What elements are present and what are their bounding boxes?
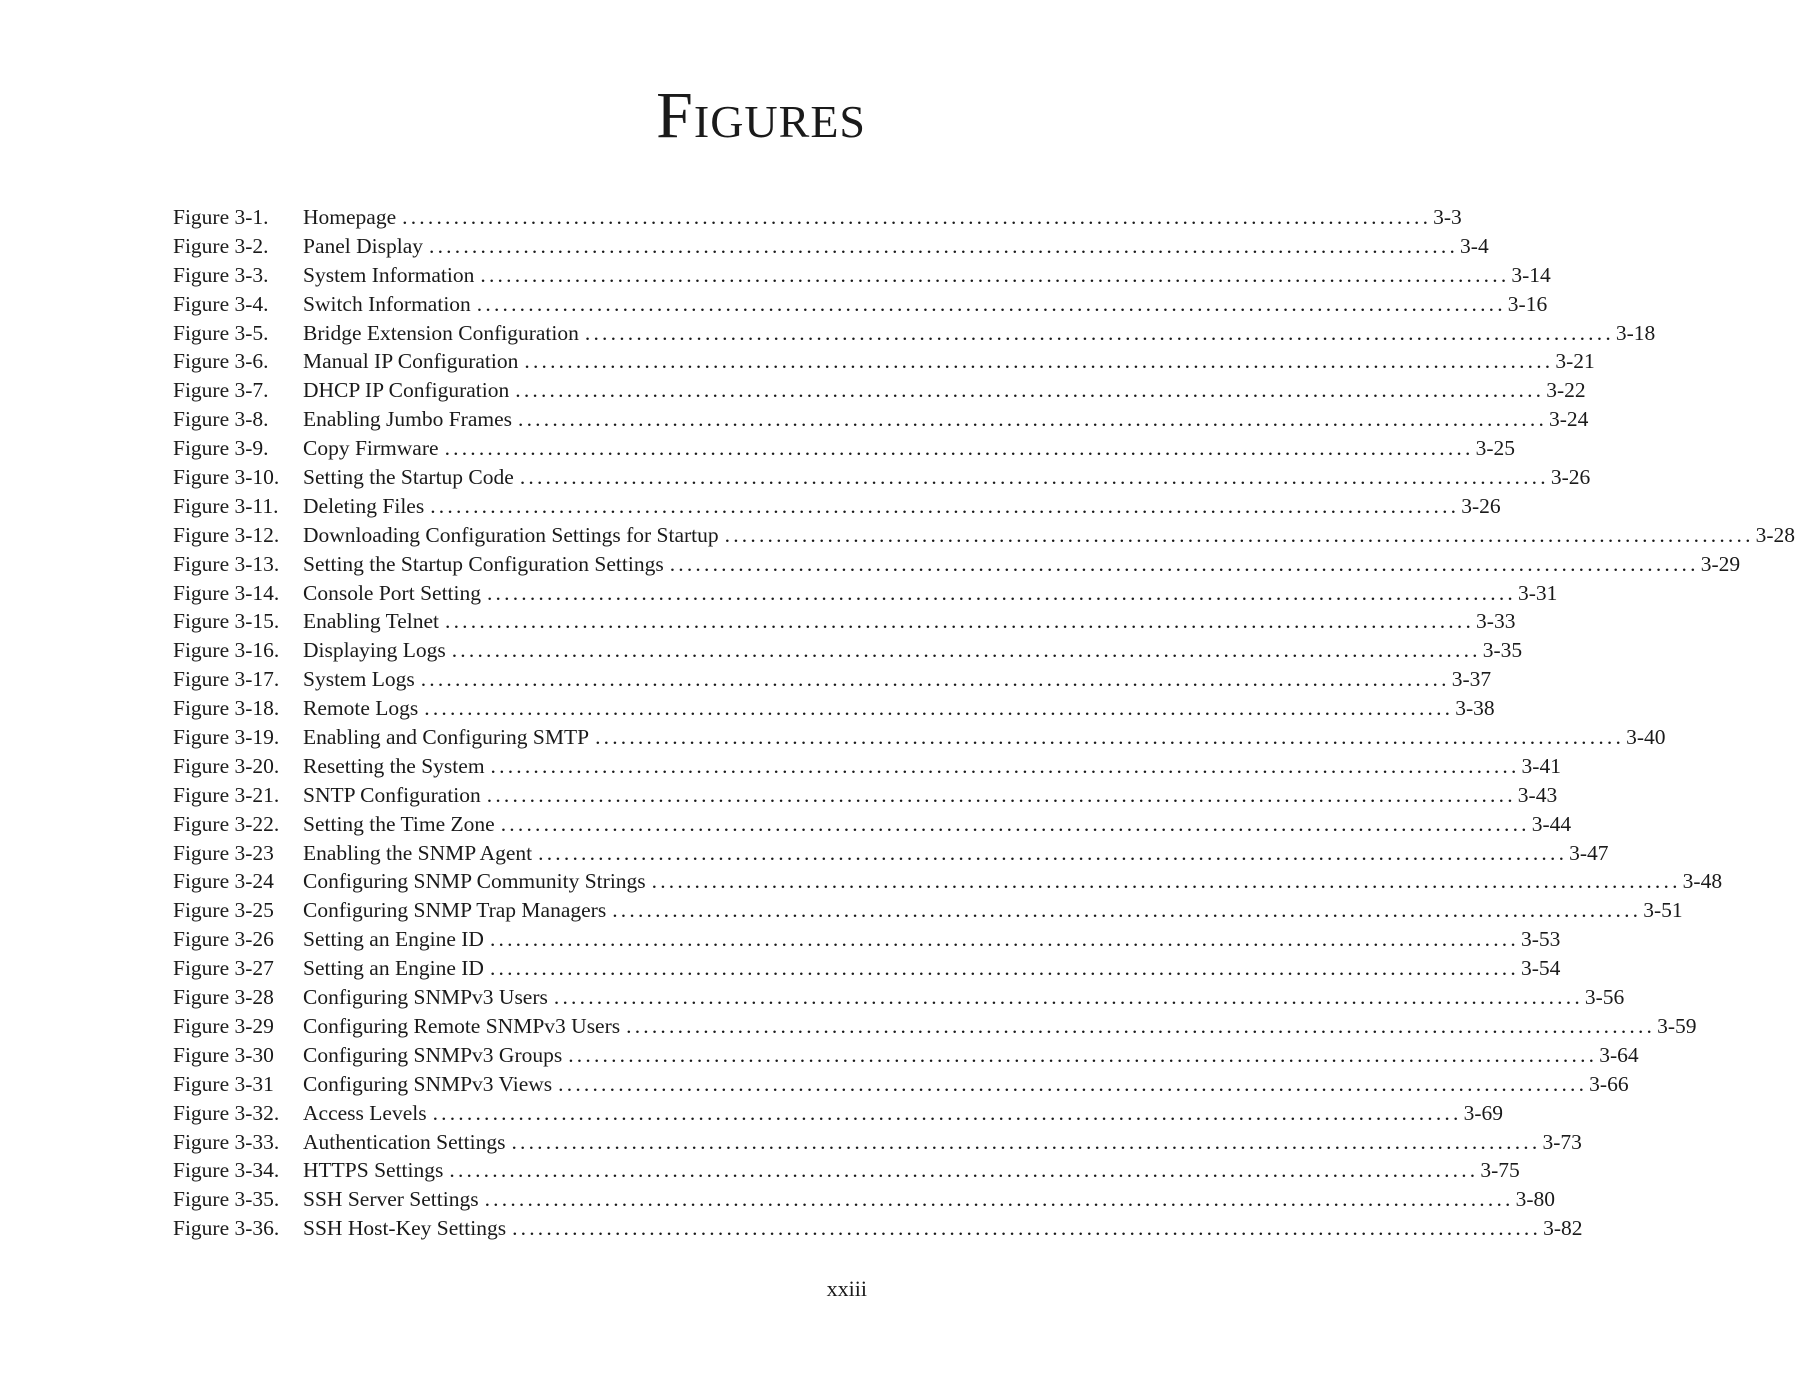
figure-number: Figure 3-1. bbox=[173, 205, 269, 229]
figure-entry[interactable] bbox=[173, 665, 1492, 694]
figure-number: Figure 3-10. bbox=[173, 465, 280, 490]
figure-entry-body bbox=[303, 1214, 1583, 1243]
figure-number: Figure 3-31 bbox=[173, 1071, 274, 1096]
dot-leader: ........................................................................................................................ bbox=[538, 840, 1568, 865]
dot-leader: ........................................................................................................................ bbox=[449, 1158, 1479, 1183]
dot-leader: ........................................................................................................................ bbox=[595, 725, 1625, 750]
figure-entry[interactable] bbox=[173, 607, 1516, 636]
figure-entry-body bbox=[303, 607, 1516, 636]
figure-entry-body bbox=[303, 810, 1572, 839]
figure-number: Figure 3-26 bbox=[173, 927, 274, 952]
figure-entry-body bbox=[303, 925, 1561, 954]
figure-page-reference: 3-40 bbox=[1626, 725, 1666, 750]
figure-title: SSH Host-Key Settings bbox=[303, 1216, 507, 1241]
figure-title: SNTP Configuration bbox=[303, 782, 481, 807]
figure-entry-body bbox=[303, 1012, 1697, 1041]
dot-leader: ........................................................................................................................ bbox=[445, 609, 1475, 634]
figure-entry-body bbox=[303, 867, 1723, 896]
figure-entry-body bbox=[303, 752, 1561, 781]
figure-page-reference: 3-22 bbox=[1546, 378, 1586, 403]
figure-list bbox=[173, 203, 1795, 1243]
figure-entry[interactable] bbox=[173, 810, 1572, 839]
figure-entry-body bbox=[303, 839, 1609, 868]
figure-title: Configuring SNMP Trap Managers bbox=[303, 898, 607, 923]
figure-page-reference: 3-26 bbox=[1461, 493, 1501, 518]
figure-number: Figure 3-9. bbox=[173, 436, 269, 461]
figure-entry[interactable] bbox=[173, 781, 1558, 810]
figure-page-reference: 3-25 bbox=[1475, 436, 1515, 461]
figure-entry[interactable] bbox=[173, 983, 1625, 1012]
figure-number: Figure 3-23 bbox=[173, 840, 274, 865]
dot-leader: ........................................................................................................................ bbox=[430, 493, 1460, 518]
figure-page-reference: 3-28 bbox=[1755, 522, 1795, 547]
figure-title: Enabling the SNMP Agent bbox=[303, 840, 533, 865]
figure-entry[interactable] bbox=[173, 867, 1723, 896]
figure-entry[interactable] bbox=[173, 203, 1462, 232]
figure-title: Downloading Configuration Settings for Startup bbox=[303, 522, 719, 547]
figure-entry-body bbox=[303, 1070, 1629, 1099]
figure-entry[interactable] bbox=[173, 290, 1548, 319]
figure-title: Remote Logs bbox=[303, 696, 419, 721]
figure-page-reference: 3-59 bbox=[1657, 1013, 1697, 1038]
dot-leader: ........................................................................................................................ bbox=[511, 1129, 1541, 1154]
figure-page-reference: 3-33 bbox=[1476, 609, 1516, 634]
figure-page-reference: 3-54 bbox=[1520, 956, 1561, 981]
figure-number: Figure 3-11. bbox=[173, 493, 279, 518]
figure-number: Figure 3-29 bbox=[173, 1013, 274, 1038]
figure-title: DHCP IP Configuration bbox=[303, 378, 510, 403]
figure-entry-body bbox=[303, 434, 1515, 463]
dot-leader: ........................................................................................................................ bbox=[612, 898, 1642, 923]
figure-title: Enabling and Configuring SMTP bbox=[303, 725, 590, 750]
figure-title: Setting an Engine ID bbox=[303, 927, 484, 952]
figure-page-reference: 3-64 bbox=[1599, 1042, 1639, 1067]
figure-title: System Information bbox=[303, 262, 475, 287]
figure-number: Figure 3-30 bbox=[173, 1042, 274, 1067]
dot-leader: ........................................................................................................................ bbox=[420, 667, 1450, 692]
figure-page-reference: 3-21 bbox=[1555, 349, 1595, 374]
figure-entry[interactable] bbox=[173, 434, 1515, 463]
figure-number: Figure 3-17. bbox=[173, 667, 280, 692]
figure-page-reference: 3-4 bbox=[1460, 233, 1489, 258]
figure-number: Figure 3-33. bbox=[173, 1129, 280, 1154]
figure-entry-body bbox=[303, 347, 1595, 376]
figure-page-reference: 3-41 bbox=[1521, 753, 1561, 778]
figure-title: Switch Information bbox=[303, 291, 471, 316]
figure-title: HTTPS Settings bbox=[303, 1158, 444, 1183]
figure-entry-body bbox=[303, 1128, 1582, 1157]
page-number: xxiii bbox=[826, 1276, 867, 1301]
figure-page-reference: 3-31 bbox=[1517, 580, 1558, 605]
figure-number: Figure 3-4. bbox=[173, 291, 269, 316]
figure-entry[interactable] bbox=[173, 1128, 1582, 1157]
figure-title: Displaying Logs bbox=[303, 638, 446, 663]
figure-number: Figure 3-18. bbox=[173, 696, 280, 721]
figure-title: Configuring SNMPv3 Groups bbox=[303, 1042, 563, 1067]
figure-title: Console Port Setting bbox=[303, 580, 481, 605]
figure-page-reference: 3-75 bbox=[1480, 1158, 1520, 1183]
figure-entry-body bbox=[303, 232, 1489, 261]
figure-number: Figure 3-12. bbox=[173, 522, 280, 547]
figure-number: Figure 3-16. bbox=[173, 638, 280, 663]
figure-title: Access Levels bbox=[303, 1100, 427, 1125]
figure-page-reference: 3-44 bbox=[1531, 811, 1572, 836]
figure-title: Configuring Remote SNMPv3 Users bbox=[303, 1013, 621, 1038]
figure-page-reference: 3-18 bbox=[1615, 320, 1656, 345]
figure-entry[interactable] bbox=[173, 896, 1683, 925]
figure-entry[interactable] bbox=[173, 1012, 1697, 1041]
figure-entry-body bbox=[303, 376, 1586, 405]
figure-entry-body bbox=[303, 405, 1589, 434]
figure-entry-body bbox=[303, 550, 1741, 579]
figure-page-reference: 3-69 bbox=[1463, 1100, 1503, 1125]
figure-page-reference: 3-47 bbox=[1569, 840, 1609, 865]
figure-number: Figure 3-20. bbox=[173, 753, 280, 778]
figure-entry[interactable] bbox=[173, 1099, 1503, 1128]
figure-entry[interactable] bbox=[173, 1185, 1556, 1214]
figure-title: System Logs bbox=[303, 667, 415, 692]
figure-entry-body bbox=[303, 319, 1656, 348]
figure-number: Figure 3-19. bbox=[173, 725, 280, 750]
figure-title: SSH Server Settings bbox=[303, 1187, 479, 1212]
dot-leader: ........................................................................................................................ bbox=[444, 436, 1474, 461]
dot-leader: ........................................................................................................................ bbox=[512, 1216, 1542, 1241]
figure-title: Authentication Settings bbox=[303, 1129, 506, 1154]
figure-number: Figure 3-32. bbox=[173, 1100, 280, 1125]
figure-title: Enabling Jumbo Frames bbox=[303, 407, 513, 432]
dot-leader: ........................................................................................................................ bbox=[429, 233, 1459, 258]
figure-number: Figure 3-13. bbox=[173, 551, 280, 576]
figure-title: Bridge Extension Configuration bbox=[303, 320, 579, 345]
figure-entry[interactable] bbox=[173, 723, 1666, 752]
figure-page-reference: 3-53 bbox=[1520, 927, 1561, 952]
dot-leader: ........................................................................................................................ bbox=[515, 378, 1545, 403]
figure-page-reference: 3-14 bbox=[1511, 262, 1551, 287]
figure-entry-body bbox=[303, 579, 1558, 608]
dot-leader: ........................................................................................................................ bbox=[626, 1013, 1656, 1038]
figure-entry[interactable] bbox=[173, 319, 1656, 348]
figure-number: Figure 3-6. bbox=[173, 349, 269, 374]
figure-number: Figure 3-24 bbox=[173, 869, 274, 894]
figure-title: Resetting the System bbox=[303, 753, 485, 778]
figure-entry[interactable] bbox=[173, 347, 1595, 376]
figure-number: Figure 3-35. bbox=[173, 1187, 280, 1212]
figure-number: Figure 3-8. bbox=[173, 407, 269, 432]
figure-title: Copy Firmware bbox=[303, 436, 439, 461]
dot-leader: ........................................................................................................................ bbox=[500, 811, 1530, 836]
figure-entry[interactable] bbox=[173, 405, 1589, 434]
dot-leader: ........................................................................................................................ bbox=[524, 349, 1554, 374]
dot-leader: ........................................................................................................................ bbox=[432, 1100, 1462, 1125]
dot-leader: ........................................................................................................................ bbox=[486, 782, 1516, 807]
figure-page-reference: 3-16 bbox=[1507, 291, 1548, 316]
dot-leader: ........................................................................................................................ bbox=[489, 956, 1519, 981]
figure-entry[interactable] bbox=[173, 1156, 1520, 1185]
figure-page-reference: 3-26 bbox=[1550, 465, 1591, 490]
figure-page-reference: 3-3 bbox=[1433, 205, 1462, 229]
figure-title: Setting the Startup Code bbox=[303, 465, 514, 490]
figure-number: Figure 3-28 bbox=[173, 985, 274, 1010]
figure-entry-body bbox=[303, 1099, 1503, 1128]
figure-entry-body bbox=[303, 665, 1492, 694]
dot-leader: ........................................................................................................................ bbox=[451, 638, 1481, 663]
figure-page-reference: 3-43 bbox=[1517, 782, 1558, 807]
figure-entry[interactable] bbox=[173, 463, 1591, 492]
figure-entry-body bbox=[303, 521, 1795, 550]
figure-number: Figure 3-3. bbox=[173, 262, 269, 287]
figure-title: Configuring SNMP Community Strings bbox=[303, 869, 646, 894]
figure-number: Figure 3-27 bbox=[173, 956, 274, 981]
figure-page-reference: 3-66 bbox=[1589, 1071, 1629, 1096]
dot-leader: ........................................................................................................................ bbox=[486, 580, 1516, 605]
figure-entry[interactable] bbox=[173, 839, 1609, 868]
figure-entry[interactable] bbox=[173, 752, 1561, 781]
figure-entry[interactable] bbox=[173, 1041, 1639, 1070]
dot-leader: ........................................................................................................................ bbox=[584, 320, 1614, 345]
figure-entry[interactable] bbox=[173, 954, 1561, 983]
dot-leader: ........................................................................................................................ bbox=[553, 985, 1583, 1010]
figure-entry-body bbox=[303, 261, 1551, 290]
figure-title: Enabling Telnet bbox=[303, 609, 440, 634]
figure-number: Figure 3-7. bbox=[173, 378, 269, 403]
figure-entry[interactable] bbox=[173, 579, 1558, 608]
figure-page-reference: 3-48 bbox=[1682, 869, 1723, 894]
figure-number: Figure 3-15. bbox=[173, 609, 280, 634]
figure-page-reference: 3-29 bbox=[1700, 551, 1741, 576]
figure-entry[interactable] bbox=[173, 550, 1741, 579]
figure-entry-body bbox=[303, 694, 1495, 723]
page-title: Figures bbox=[656, 79, 866, 152]
figure-entry[interactable] bbox=[173, 232, 1489, 261]
figure-entry[interactable] bbox=[173, 636, 1523, 665]
figure-page-reference: 3-37 bbox=[1451, 667, 1492, 692]
figure-entry[interactable] bbox=[173, 694, 1495, 723]
figure-title: Manual IP Configuration bbox=[303, 349, 519, 374]
dot-leader: ........................................................................................................................ bbox=[651, 869, 1681, 894]
figure-entry-body bbox=[303, 723, 1666, 752]
dot-leader: ........................................................................................................................ bbox=[402, 205, 1432, 229]
dot-leader: ........................................................................................................................ bbox=[484, 1187, 1514, 1212]
figure-page-reference: 3-73 bbox=[1542, 1129, 1582, 1154]
figure-page-reference: 3-56 bbox=[1584, 985, 1625, 1010]
dot-leader: ........................................................................................................................ bbox=[669, 551, 1699, 576]
figure-number: Figure 3-25 bbox=[173, 898, 274, 923]
dot-leader: ........................................................................................................................ bbox=[568, 1042, 1598, 1067]
figure-entry-body bbox=[303, 636, 1523, 665]
figure-title: Configuring SNMPv3 Users bbox=[303, 985, 548, 1010]
dot-leader: ........................................................................................................................ bbox=[558, 1071, 1588, 1096]
figure-entry-body bbox=[303, 1156, 1520, 1185]
figure-entry-body bbox=[303, 954, 1561, 983]
figure-number: Figure 3-34. bbox=[173, 1158, 280, 1183]
figure-page-reference: 3-51 bbox=[1643, 898, 1683, 923]
figure-number: Figure 3-21. bbox=[173, 782, 280, 807]
figure-entry[interactable] bbox=[173, 376, 1586, 405]
dot-leader: ........................................................................................................................ bbox=[490, 753, 1520, 778]
figure-page-reference: 3-35 bbox=[1482, 638, 1523, 663]
figure-entry-body bbox=[303, 492, 1501, 521]
figure-number: Figure 3-36. bbox=[173, 1216, 280, 1241]
figure-entry-body bbox=[303, 983, 1625, 1012]
figure-entry-body bbox=[303, 203, 1462, 232]
dot-leader: ........................................................................................................................ bbox=[480, 262, 1510, 287]
figure-entry[interactable] bbox=[173, 261, 1551, 290]
figure-title: Setting the Time Zone bbox=[303, 811, 495, 836]
figure-entry[interactable] bbox=[173, 1214, 1583, 1243]
figure-number: Figure 3-14. bbox=[173, 580, 280, 605]
dot-leader: ........................................................................................................................ bbox=[489, 927, 1519, 952]
figure-title: Homepage bbox=[303, 205, 397, 229]
figure-title: Deleting Files bbox=[303, 493, 425, 518]
figure-page-reference: 3-80 bbox=[1515, 1187, 1556, 1212]
figure-page-reference: 3-82 bbox=[1543, 1216, 1583, 1241]
figure-entry[interactable] bbox=[173, 521, 1795, 550]
dot-leader: ........................................................................................................................ bbox=[424, 696, 1454, 721]
dot-leader: ........................................................................................................................ bbox=[519, 465, 1549, 490]
dot-leader: ........................................................................................................................ bbox=[724, 522, 1754, 547]
figure-entry-body bbox=[303, 1185, 1556, 1214]
figure-number: Figure 3-5. bbox=[173, 320, 269, 345]
figure-page-reference: 3-38 bbox=[1455, 696, 1495, 721]
figure-page-reference: 3-24 bbox=[1549, 407, 1589, 432]
dot-leader: ........................................................................................................................ bbox=[476, 291, 1506, 316]
figure-title: Configuring SNMPv3 Views bbox=[303, 1071, 553, 1096]
figure-title: Setting the Startup Configuration Settings bbox=[303, 551, 664, 576]
figure-entry[interactable] bbox=[173, 925, 1561, 954]
figure-title: Setting an Engine ID bbox=[303, 956, 484, 981]
figure-entry-body bbox=[303, 1041, 1639, 1070]
figure-entry-body bbox=[303, 463, 1591, 492]
figure-entry[interactable] bbox=[173, 492, 1501, 521]
figure-entry-body bbox=[303, 896, 1683, 925]
figure-number: Figure 3-2. bbox=[173, 233, 269, 258]
figure-entry-body bbox=[303, 781, 1558, 810]
figure-number: Figure 3-22. bbox=[173, 811, 280, 836]
figure-entry-body bbox=[303, 290, 1548, 319]
figure-title: Panel Display bbox=[303, 233, 424, 258]
dot-leader: ........................................................................................................................ bbox=[518, 407, 1548, 432]
figure-entry[interactable] bbox=[173, 1070, 1629, 1099]
